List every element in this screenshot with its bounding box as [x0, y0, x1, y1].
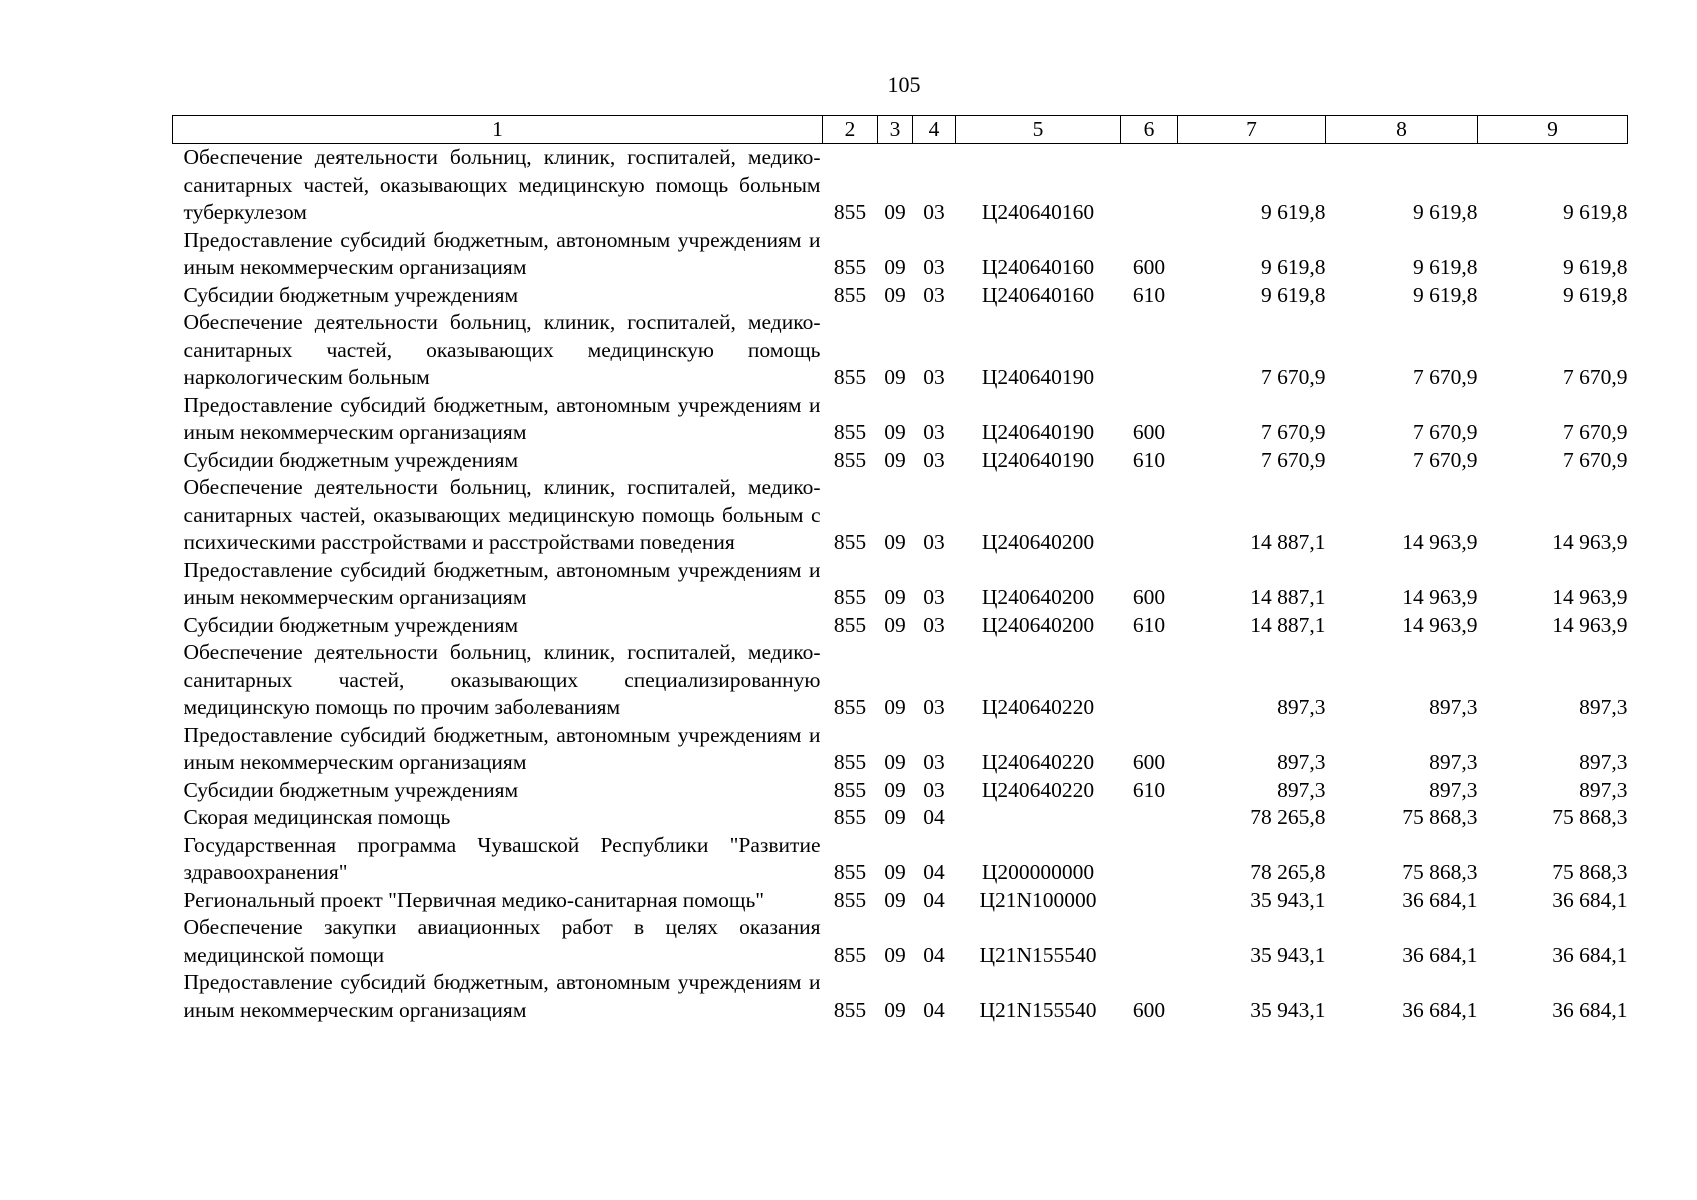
table-row — [173, 777, 1628, 805]
amount-year-3: 14 963,9 — [1552, 585, 1628, 609]
target-article-code: Ц240640160 — [981, 282, 1095, 307]
section-code: 09 — [884, 695, 906, 719]
section-code: 09 — [884, 255, 906, 279]
ministry-code: 855 — [833, 585, 867, 609]
amount-year-1: 35 943,1 — [1250, 997, 1326, 1022]
section-code: 09 — [884, 997, 906, 1022]
amount-year-2: 75 868,3 — [1402, 860, 1478, 884]
item-name: Региональный проект "Первичная медико-санитарная помощь" — [183, 887, 765, 912]
ministry-code: 855 — [833, 805, 867, 829]
column-number-row — [173, 116, 1628, 144]
expense-type-code — [1121, 474, 1178, 557]
item-name: Обеспечение деятельности больниц, клиник, госпиталей, медико-санитарных частей, оказывающих медицинскую помощь больным туберкулезом — [183, 145, 821, 224]
table-row — [173, 474, 1628, 557]
subsection-code: 03 — [923, 695, 945, 719]
table-row — [173, 144, 1628, 227]
subsection-code: 03 — [923, 612, 945, 637]
target-article-code: Ц240640160 — [981, 255, 1095, 279]
expense-type-code: 610 — [1132, 447, 1166, 472]
target-article-code: Ц21N155540 — [979, 997, 1097, 1022]
subsection-code: 03 — [923, 750, 945, 774]
item-name: Обеспечение деятельности больниц, клиник, госпиталей, медико-санитарных частей, оказывающих медицинскую помощь больным с психическими расстройствами и расстройствами поведения — [183, 475, 821, 554]
section-code: 09 — [884, 282, 906, 307]
section-code: 09 — [884, 777, 906, 802]
expense-type-code: 610 — [1132, 777, 1166, 802]
table-row — [173, 309, 1628, 392]
expense-type-code — [1121, 144, 1178, 227]
section-code: 09 — [884, 805, 906, 829]
ministry-code: 855 — [833, 887, 867, 912]
subsection-code: 04 — [923, 860, 945, 884]
item-name: Предоставление субсидий бюджетным, автономным учреждениям и иным некоммерческим организациям — [183, 227, 821, 279]
amount-year-1: 7 670,9 — [1261, 365, 1326, 389]
section-code: 09 — [884, 420, 906, 444]
table-body — [173, 144, 1628, 1025]
column-number: 6 — [1121, 116, 1178, 144]
subsection-code: 03 — [923, 420, 945, 444]
target-article-code: Ц200000000 — [981, 860, 1095, 884]
subsection-code: 04 — [923, 805, 945, 829]
subsection-code: 03 — [923, 585, 945, 609]
subsection-code: 03 — [923, 530, 945, 554]
column-number: 5 — [956, 116, 1121, 144]
section-code: 09 — [884, 585, 906, 609]
ministry-code: 855 — [833, 200, 867, 224]
ministry-code: 855 — [833, 282, 867, 307]
item-name: Государственная программа Чувашской Республики "Развитие здравоохранения" — [183, 832, 821, 884]
expense-type-code — [1121, 914, 1178, 969]
amount-year-1: 78 265,8 — [1250, 860, 1326, 884]
amount-year-2: 14 963,9 — [1402, 585, 1478, 609]
amount-year-3: 36 684,1 — [1552, 997, 1628, 1022]
amount-year-1: 7 670,9 — [1261, 420, 1326, 444]
amount-year-3: 9 619,8 — [1563, 200, 1628, 224]
expense-type-code: 600 — [1132, 420, 1166, 444]
amount-year-1: 897,3 — [1277, 695, 1326, 719]
target-article-code: Ц240640200 — [981, 585, 1095, 609]
subsection-code: 03 — [923, 365, 945, 389]
amount-year-3: 9 619,8 — [1563, 255, 1628, 279]
ministry-code: 855 — [833, 530, 867, 554]
item-name: Субсидии бюджетным учреждениям — [183, 777, 519, 802]
amount-year-1: 9 619,8 — [1261, 255, 1326, 279]
table-row — [173, 447, 1628, 475]
table-row — [173, 804, 1628, 832]
item-name: Скорая медицинская помощь — [183, 805, 451, 829]
section-code: 09 — [884, 612, 906, 637]
item-name: Предоставление субсидий бюджетным, автономным учреждениям и иным некоммерческим организациям — [183, 392, 821, 444]
table-row — [173, 557, 1628, 612]
expense-type-code: 610 — [1132, 282, 1166, 307]
section-code: 09 — [884, 530, 906, 554]
target-article-code: Ц21N155540 — [979, 942, 1097, 967]
amount-year-1: 78 265,8 — [1250, 805, 1326, 829]
amount-year-2: 7 670,9 — [1413, 420, 1478, 444]
amount-year-2: 36 684,1 — [1402, 887, 1478, 912]
section-code: 09 — [884, 365, 906, 389]
subsection-code: 03 — [923, 777, 945, 802]
amount-year-3: 75 868,3 — [1552, 860, 1628, 884]
subsection-code: 03 — [923, 255, 945, 279]
column-number: 3 — [878, 116, 913, 144]
expense-type-code — [1121, 804, 1178, 832]
ministry-code: 855 — [833, 255, 867, 279]
item-name: Обеспечение деятельности больниц, клиник, госпиталей, медико-санитарных частей, оказывающих специализированную медицинскую помощь по прочим заболеваниям — [183, 640, 821, 719]
section-code: 09 — [884, 200, 906, 224]
target-article-code: Ц240640220 — [981, 695, 1095, 719]
ministry-code: 855 — [833, 420, 867, 444]
ministry-code: 855 — [833, 612, 867, 637]
amount-year-3: 14 963,9 — [1552, 530, 1628, 554]
ministry-code: 855 — [833, 695, 867, 719]
column-number: 7 — [1178, 116, 1326, 144]
column-number: 9 — [1478, 116, 1628, 144]
amount-year-3: 36 684,1 — [1552, 887, 1628, 912]
amount-year-2: 9 619,8 — [1413, 200, 1478, 224]
amount-year-2: 36 684,1 — [1402, 942, 1478, 967]
item-name: Субсидии бюджетным учреждениям — [183, 282, 519, 307]
amount-year-1: 9 619,8 — [1261, 282, 1326, 307]
table-header — [173, 116, 1628, 144]
column-number: 1 — [173, 116, 823, 144]
amount-year-3: 897,3 — [1579, 777, 1628, 802]
section-code: 09 — [884, 942, 906, 967]
target-article-code: Ц240640190 — [981, 420, 1095, 444]
amount-year-1: 35 943,1 — [1250, 887, 1326, 912]
amount-year-2: 75 868,3 — [1402, 805, 1478, 829]
column-number: 8 — [1326, 116, 1478, 144]
ministry-code: 855 — [833, 365, 867, 389]
amount-year-3: 7 670,9 — [1563, 420, 1628, 444]
table-row — [173, 227, 1628, 282]
target-article-code: Ц240640220 — [981, 750, 1095, 774]
ministry-code: 855 — [833, 997, 867, 1022]
amount-year-1: 14 887,1 — [1250, 612, 1326, 637]
expense-type-code: 600 — [1132, 585, 1166, 609]
target-article-code: Ц21N100000 — [979, 887, 1097, 912]
ministry-code: 855 — [833, 750, 867, 774]
table-row — [173, 612, 1628, 640]
amount-year-2: 7 670,9 — [1413, 365, 1478, 389]
target-article-code — [956, 804, 1121, 832]
expense-type-code — [1121, 639, 1178, 722]
target-article-code: Ц240640190 — [981, 365, 1095, 389]
table-row — [173, 832, 1628, 887]
target-article-code: Ц240640200 — [981, 530, 1095, 554]
expense-type-code — [1121, 887, 1178, 915]
table-row — [173, 282, 1628, 310]
table-row — [173, 914, 1628, 969]
column-number: 2 — [823, 116, 878, 144]
item-name: Предоставление субсидий бюджетным, автономным учреждениям и иным некоммерческим организациям — [183, 970, 821, 1022]
amount-year-3: 897,3 — [1579, 750, 1628, 774]
amount-year-1: 897,3 — [1277, 777, 1326, 802]
ministry-code: 855 — [833, 447, 867, 472]
expense-type-code — [1121, 309, 1178, 392]
amount-year-1: 14 887,1 — [1250, 530, 1326, 554]
amount-year-1: 35 943,1 — [1250, 942, 1326, 967]
table-row — [173, 639, 1628, 722]
column-number: 4 — [913, 116, 956, 144]
table-row — [173, 969, 1628, 1024]
item-name: Предоставление субсидий бюджетным, автономным учреждениям и иным некоммерческим организациям — [183, 722, 821, 774]
subsection-code: 03 — [923, 282, 945, 307]
amount-year-3: 897,3 — [1579, 695, 1628, 719]
section-code: 09 — [884, 887, 906, 912]
amount-year-2: 897,3 — [1429, 777, 1478, 802]
ministry-code: 855 — [833, 860, 867, 884]
amount-year-3: 14 963,9 — [1552, 612, 1628, 637]
section-code: 09 — [884, 447, 906, 472]
subsection-code: 03 — [923, 447, 945, 472]
amount-year-3: 36 684,1 — [1552, 942, 1628, 967]
target-article-code: Ц240640220 — [981, 777, 1095, 802]
amount-year-1: 9 619,8 — [1261, 200, 1326, 224]
subsection-code: 03 — [923, 200, 945, 224]
subsection-code: 04 — [923, 997, 945, 1022]
expense-type-code — [1121, 832, 1178, 887]
amount-year-2: 897,3 — [1429, 695, 1478, 719]
amount-year-3: 75 868,3 — [1552, 805, 1628, 829]
item-name: Предоставление субсидий бюджетным, автономным учреждениям и иным некоммерческим организациям — [183, 557, 821, 609]
amount-year-2: 9 619,8 — [1413, 255, 1478, 279]
expense-type-code: 600 — [1132, 255, 1166, 279]
ministry-code: 855 — [833, 777, 867, 802]
amount-year-2: 14 963,9 — [1402, 612, 1478, 637]
amount-year-1: 897,3 — [1277, 750, 1326, 774]
ministry-code: 855 — [833, 942, 867, 967]
amount-year-3: 7 670,9 — [1563, 365, 1628, 389]
table-row — [173, 392, 1628, 447]
expense-type-code: 600 — [1132, 750, 1166, 774]
target-article-code: Ц240640190 — [981, 447, 1095, 472]
target-article-code: Ц240640200 — [981, 612, 1095, 637]
page-number: 105 — [887, 72, 921, 97]
item-name: Обеспечение закупки авиационных работ в целях оказания медицинской помощи — [183, 915, 821, 967]
item-name: Субсидии бюджетным учреждениям — [183, 447, 519, 472]
table-row — [173, 887, 1628, 915]
section-code: 09 — [884, 750, 906, 774]
expense-type-code: 600 — [1132, 997, 1166, 1022]
amount-year-2: 14 963,9 — [1402, 530, 1478, 554]
table-row — [173, 722, 1628, 777]
subsection-code: 04 — [923, 887, 945, 912]
section-code: 09 — [884, 860, 906, 884]
expense-type-code: 610 — [1132, 612, 1166, 637]
target-article-code: Ц240640160 — [981, 200, 1095, 224]
amount-year-2: 897,3 — [1429, 750, 1478, 774]
amount-year-3: 9 619,8 — [1563, 282, 1628, 307]
subsection-code: 04 — [923, 942, 945, 967]
budget-table — [172, 115, 1628, 1024]
amount-year-2: 36 684,1 — [1402, 997, 1478, 1022]
amount-year-1: 14 887,1 — [1250, 585, 1326, 609]
item-name: Субсидии бюджетным учреждениям — [183, 612, 519, 637]
amount-year-2: 7 670,9 — [1413, 447, 1478, 472]
amount-year-2: 9 619,8 — [1413, 282, 1478, 307]
amount-year-3: 7 670,9 — [1563, 447, 1628, 472]
amount-year-1: 7 670,9 — [1261, 447, 1326, 472]
item-name: Обеспечение деятельности больниц, клиник, госпиталей, медико-санитарных частей, оказывающих медицинскую помощь наркологическим больным — [183, 310, 821, 389]
